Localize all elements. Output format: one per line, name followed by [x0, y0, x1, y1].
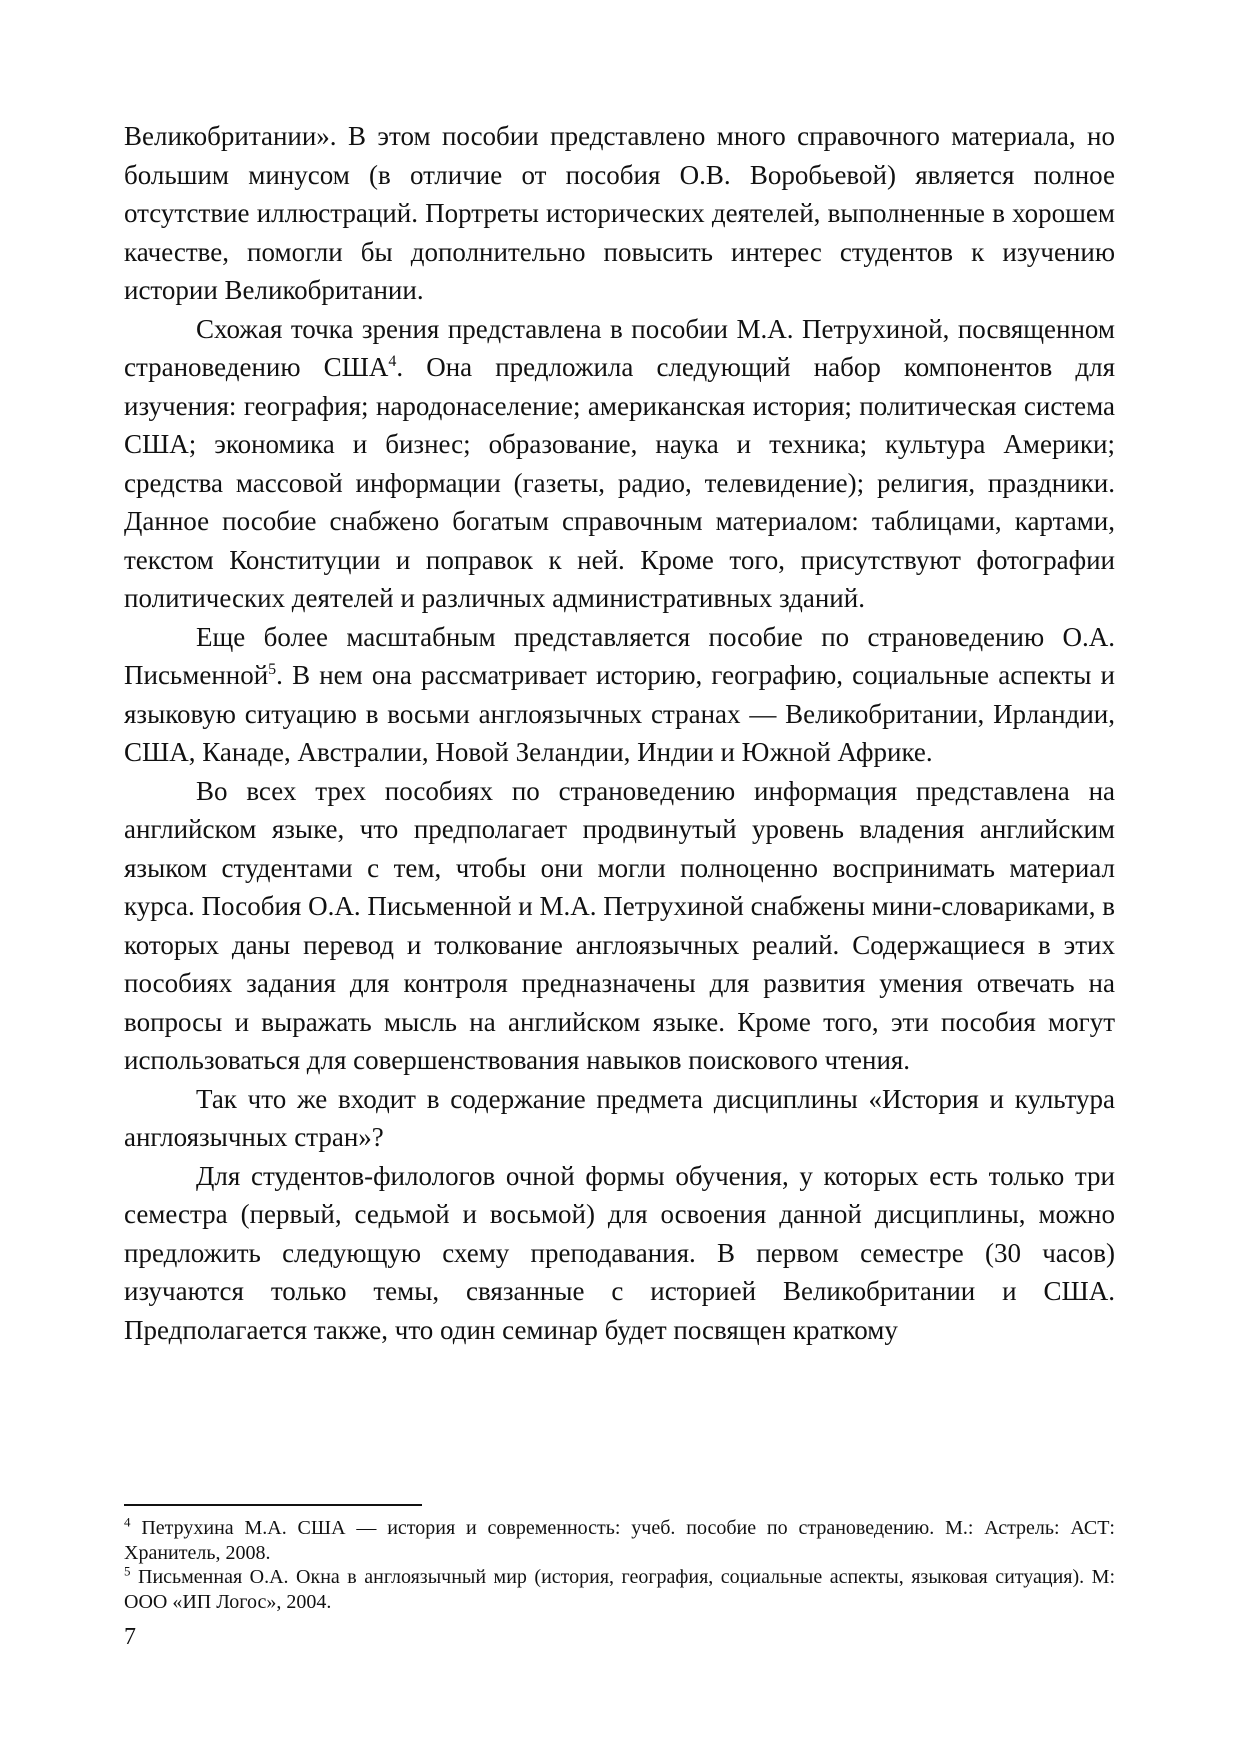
footnote-text: Петрухина М.А. США — история и современность: учеб. пособие по страноведению. М.: Астрель: АСТ: Хранитель, 2008.: [124, 1517, 1115, 1564]
page-number: 7: [124, 1624, 136, 1650]
paragraph-text: . Она предложила следующий набор компонентов для изучения: география; народонаселение; американская история; политическая система США; экономика и бизнес; образование, наука и техника; культура Америки; средства массовой информации (газеты, радио, телевидение); религия, праздники. Данное пособие снабжено богатым справочным материалом: таблицами, картами, текстом Конституции и поправок к ней. Кроме того, присутствуют фотографии политических деятелей и различных административных зданий.: [124, 352, 1115, 613]
paragraph-text: Для студентов-филологов очной формы обучения, у которых есть только три семестра (первый, седьмой и восьмой) для освоения данной дисциплины, можно предложить следующую схему преподавания. В первом семестре (30 часов) изучаются только темы, связанные с историей Великобритании и США. Предполагается также, что один семинар будет посвящен краткому: [124, 1160, 1115, 1345]
footnote-reference: 5: [268, 661, 277, 678]
footnote-reference: 4: [388, 353, 397, 370]
paragraph-text: Схожая точка зрения представлена в пособии М.А. Петрухиной, посвященном страноведению США: [124, 313, 1115, 382]
main-text: [124, 117, 1115, 1349]
paragraph-text: Во всех трех пособиях по страноведению информация представлена на английском языке, что предполагает продвинутый уровень владения английским языком студентами с тем, чтобы они могли полноценно воспринимать материал курса. Пособия О.А. Письменной и М.А. Петрухиной снабжены мини-словариками, в которых даны перевод и толкование англоязычных реалий. Содержащиеся в этих пособиях задания для контроля предназначены для развития умения отвечать на вопросы и выражать мысль на английском языке. Кроме того, эти пособия могут использоваться для совершенствования навыков поискового чтения.: [124, 775, 1115, 1075]
paragraph-text: Еще более масштабным представляется пособие по страноведению О.А. Письменной: [124, 621, 1115, 690]
footnotes: [124, 1516, 1115, 1614]
footnote: [124, 1565, 1115, 1614]
paragraph-text: . В нем она рассматривает историю, географию, социальные аспекты и языковую ситуацию в восьми англоязычных странах — Великобритании, Ирландии, США, Канаде, Австралии, Новой Зеландии, Индии и Южной Африке.: [124, 660, 1115, 767]
footnote-separator: [124, 1504, 422, 1506]
footnote: [124, 1516, 1115, 1565]
paragraph: [124, 117, 1115, 310]
footnote-mark: 5: [124, 1563, 131, 1579]
paragraph: [124, 1080, 1115, 1157]
paragraph: [124, 618, 1115, 772]
paragraph: [124, 310, 1115, 618]
footnote-text: Письменная О.А. Окна в англоязычный мир (история, география, социальные аспекты, языковая ситуация). М: ООО «ИП Логос», 2004.: [124, 1566, 1115, 1613]
footnote-mark: 4: [124, 1514, 131, 1530]
paragraph: [124, 772, 1115, 1080]
paragraph: [124, 1157, 1115, 1350]
paragraph-text: Великобритании». В этом пособии представлено много справочного материала, но большим минусом (в отличие от пособия О.В. Воробьевой) является полное отсутствие иллюстраций. Портреты исторических деятелей, выполненные в хорошем качестве, помогли бы дополнительно повысить интерес студентов к изучению истории Великобритании.: [124, 121, 1115, 305]
paragraph-text: Так что же входит в содержание предмета дисциплины «История и культура англоязычных стран»?: [124, 1083, 1115, 1152]
